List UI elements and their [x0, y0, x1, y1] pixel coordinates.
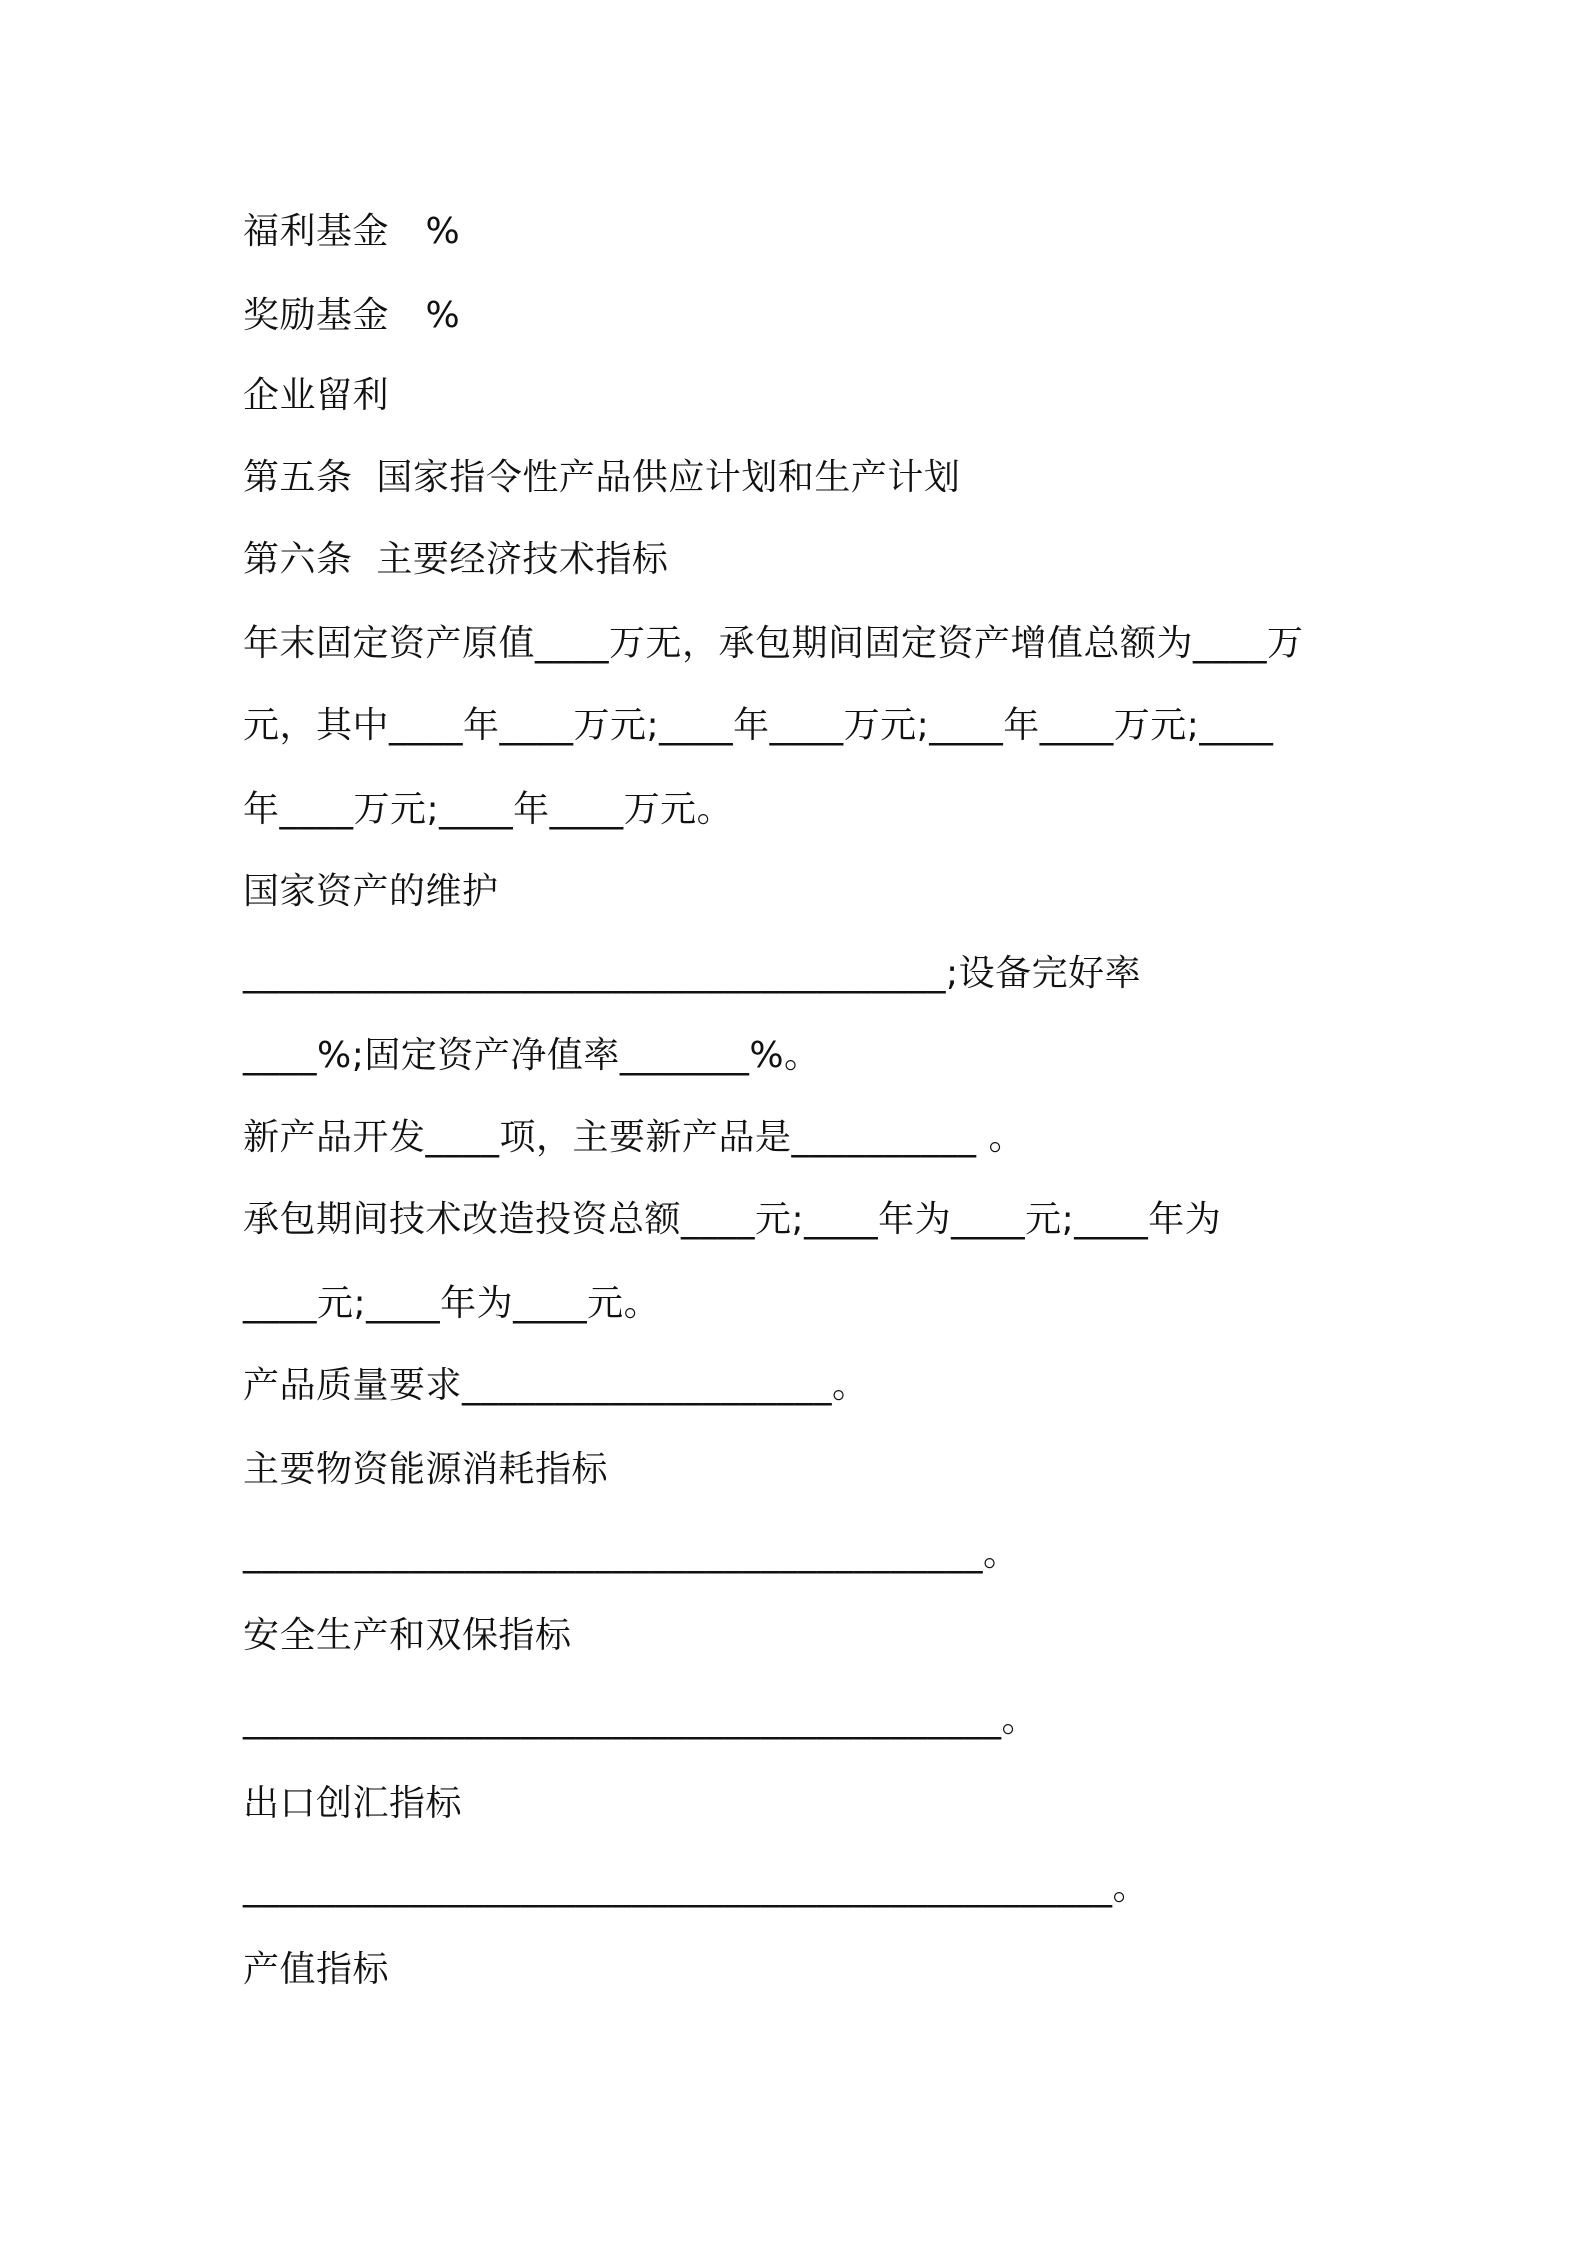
- text-line-bonus-fund: 奖励基金 %: [243, 295, 461, 336]
- text-line-welfare-fund: 福利基金 %: [243, 211, 461, 252]
- text-line-new-products: 新产品开发____项，主要新产品是__________ 。: [243, 1117, 1025, 1158]
- text-line-asset-maintenance: 国家资产的维护: [243, 871, 499, 912]
- text-line-retained-profit: 企业留利: [243, 375, 390, 416]
- text-line-fixed-assets-1: 年末固定资产原值____万无，承包期间固定资产增值总额为____万: [243, 623, 1304, 664]
- text-line-quality: 产品质量要求____________________。: [243, 1365, 869, 1406]
- article-6-heading: 第六条 主要经济技术指标: [243, 539, 669, 580]
- text-line-export-heading: 出口创汇指标: [243, 1783, 463, 1824]
- text-line-energy-heading: 主要物资能源消耗指标: [243, 1449, 609, 1490]
- text-line-fixed-assets-2: 元，其中____年____万元;____年____万元;____年____万元;____: [243, 705, 1274, 746]
- text-line-equipment-rate: ______________________________________;设备完好率: [243, 953, 1142, 994]
- text-line-net-value-rate: ____%;固定资产净值率_______%。: [243, 1035, 821, 1076]
- text-line-export-blank: _______________________________________________。: [243, 1867, 1149, 1908]
- text-line-safety-blank: _________________________________________。: [243, 1699, 1038, 1740]
- text-line-fixed-assets-3: 年____万元;____年____万元。: [243, 789, 734, 830]
- article-5-heading: 第五条 国家指令性产品供应计划和生产计划: [243, 457, 961, 498]
- text-line-tech-investment-2: ____元;____年为____元。: [243, 1283, 661, 1324]
- text-line-energy-blank: ________________________________________。: [243, 1533, 1020, 1574]
- text-line-tech-investment-1: 承包期间技术改造投资总额____元;____年为____元;____年为: [243, 1199, 1222, 1240]
- text-line-output-heading: 产值指标: [243, 1949, 390, 1990]
- text-line-safety-heading: 安全生产和双保指标: [243, 1615, 572, 1656]
